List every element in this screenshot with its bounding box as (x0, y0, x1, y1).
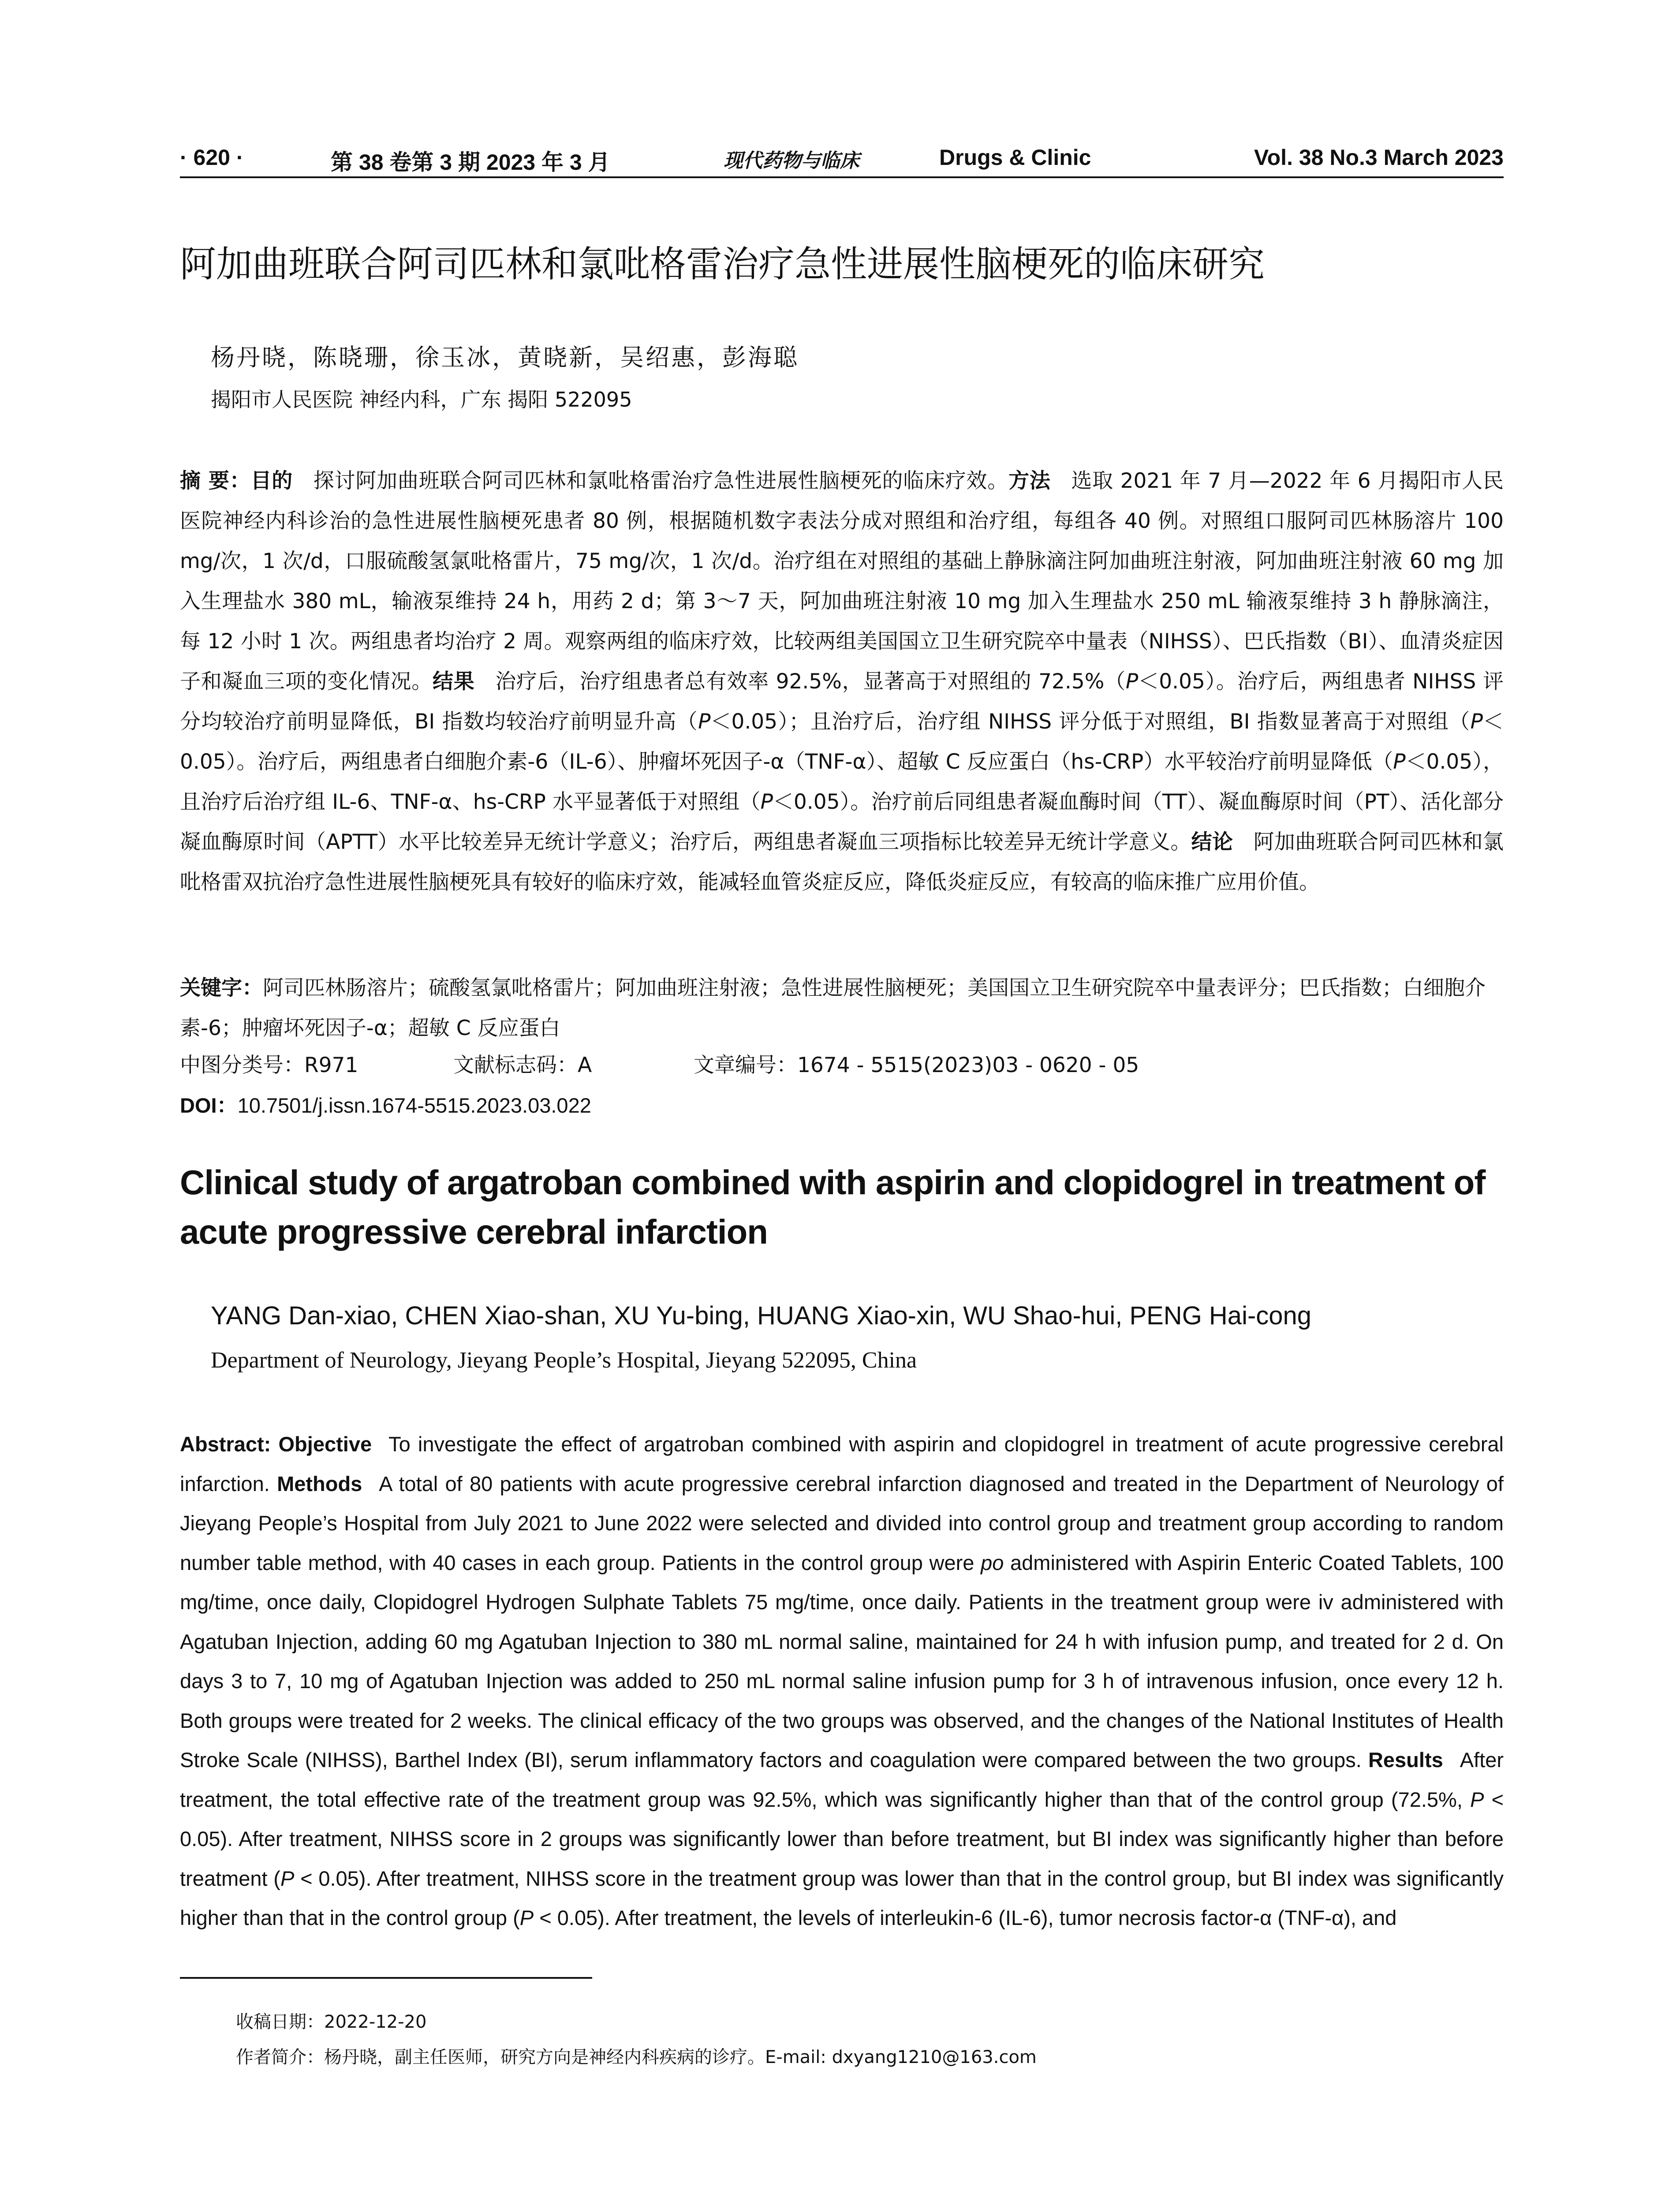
abstract-cn (180, 461, 1504, 902)
issue-info: 第 38 卷第 3 期 2023 年 3 月 (331, 150, 610, 175)
results-label-en: Results (1368, 1748, 1443, 1771)
methods-label-cn: 方法 (1008, 469, 1051, 493)
po-term: po (981, 1551, 1004, 1574)
abstract-en-label: Abstract: Objective (180, 1432, 372, 1456)
keywords-text-cn: 阿司匹林肠溶片；硫酸氢氯吡格雷片；阿加曲班注射液；急性进展性脑梗死；美国国立卫生研究院卒中量表评分；巴氏指数；白细胞介素-6；肿瘤坏死因子-α；超敏 C 反应蛋白 (180, 976, 1486, 1040)
results-text-cn: 治疗后，治疗组患者总有效率 92.5%，显著高于对照组的 72.5%（ (495, 669, 1126, 694)
results-text-cn: ＜0.05），且治疗后治疗组 IL-6、TNF-α、hs-CRP 水平显著低于对照组（ (180, 750, 1504, 814)
results-text-cn: ＜0.05）。治疗后，两组患者白细胞介素-6（IL-6）、肿瘤坏死因子-α（TNF-α）、超敏 C 反应蛋白（hs-CRP）水平较治疗前明显降低（ (180, 710, 1504, 774)
results-text-cn: ＜0.05）；且治疗后，治疗组 NIHSS 评分低于对照组，BI 指数显著高于对照组（ (710, 710, 1471, 734)
p-symbol: P (1125, 669, 1139, 694)
page-number: · 620 · (180, 145, 244, 170)
clc-number: 中图分类号：R971 (180, 1053, 358, 1077)
doi-label: DOI： (180, 1094, 238, 1117)
received-date: 收稿日期：2022-12-20 (236, 2012, 427, 2032)
results-label-cn: 结果 (432, 669, 475, 694)
objective-text-en: To investigate the effect of argatroban combined with aspirin and clopidogrel in treatment of acute progressive cerebral infarction. (180, 1432, 1504, 1495)
results-text-cn: ＜0.05）。治疗后，两组患者 NIHSS 评分均较治疗前明显降低，BI 指数均较治疗前明显升高（ (180, 669, 1504, 734)
conclusion-label-cn: 结论 (1191, 830, 1233, 854)
author-bio: 作者简介：杨丹晓，副主任医师，研究方向是神经内科疾病的诊疗。E-mail: dxyang1210@163.com (236, 2047, 1037, 2067)
methods-text-en: A total of 80 patients with acute progressive cerebral infarction diagnosed and treated in the Department of Neurology of Jieyang People’s Hospital from July 2021 to June 2022 were selected and divided into control group and treatment group according to random number table method, with 40 cases in each group. Patients in the control group were (180, 1472, 1504, 1574)
methods-text-cn: 选取 2021 年 7 月—2022 年 6 月揭阳市人民医院神经内科诊治的急性进展性脑梗死患者 80 例，根据随机数字表法分成对照组和治疗组，每组各 40 例。对照组口服阿司匹林肠溶片 100 mg/次，1 次/d，口服硫酸氢氯吡格雷片，75 mg/次，1 次/d。治疗组在对照组的基础上静脉滴注阿加曲班注射液，阿加曲班注射液 60 mg 加入生理盐水 380 mL，输液泵维持 24 h，用药 2 d；第 3～7 天，阿加曲班注射液 10 mg 加入生理盐水 250 mL 输液泵维持 3 h 静脉滴注，每 12 小时 1 次。两组患者均治疗 2 周。观察两组的临床疗效，比较两组美国国立卫生研究院卒中量表（NIHSS）、巴氏指数（BI）、血清炎症因子和凝血三项的变化情况。 (180, 469, 1504, 694)
results-text-en: After treatment, the total effective rate of the treatment group was 92.5%, which was significantly higher than that of the control group (72.5%, (180, 1748, 1504, 1811)
objective-text-cn: 探讨阿加曲班联合阿司匹林和氯吡格雷治疗急性进展性脑梗死的临床疗效。 (313, 469, 1009, 493)
keywords-label-cn: 关键字： (180, 976, 263, 1000)
abstract-en (180, 1424, 1504, 1938)
footnote-divider (180, 1977, 592, 1979)
footnotes (236, 2004, 1471, 2075)
document-code: 文献标志码：A (453, 1053, 592, 1077)
abstract-cn-label: 摘 要： (180, 469, 251, 493)
title-en: Clinical study of argatroban combined with aspirin and clopidogrel in treatment of acute progressive cerebral infarction (180, 1163, 1486, 1251)
results-text-en: < 0.05). After treatment, NIHSS score in the treatment group was lower than that in the control group, but BI index was significantly higher than that in the control group ( (180, 1866, 1504, 1929)
title-cn: 阿加曲班联合阿司匹林和氯吡格雷治疗急性进展性脑梗死的临床研究 (180, 243, 1265, 285)
p-symbol: P (698, 710, 711, 734)
p-symbol: P (1393, 750, 1406, 774)
p-symbol: P (760, 790, 773, 814)
methods-text-en: administered with Aspirin Enteric Coated Tablets, 100 mg/time, once daily, Clopidogrel Hydrogen Sulphate Tablets 75 mg/time, once daily. Patients in the treatment group were iv administered with Agatuban Injection, adding 60 mg Agatuban Injection to 380 mL normal saline, maintained for 24 h with infusion pump, and treated for 2 d. On days 3 to 7, 10 mg of Agatuban Injection was added to 250 mL normal saline infusion pump for 3 h of intravenous infusion, once every 12 h. Both groups were treated for 2 weeks. The clinical efficacy of the two groups was observed, and the changes of the National Institutes of Health Stroke Scale (NIHSS), Barthel Index (BI), serum inflammatory factors and coagulation were compared between the two groups. (180, 1551, 1504, 1771)
running-header (180, 140, 1504, 180)
authors-cn: 杨丹晓，陈晓珊，徐玉冰，黄晓新，吴绍惠，彭海聪 (211, 344, 799, 371)
p-symbol: P (1470, 1787, 1484, 1811)
doi (180, 1085, 591, 1125)
affiliation-en: Department of Neurology, Jieyang People’s Hospital, Jieyang 522095, China (211, 1348, 917, 1373)
p-symbol: P (1470, 710, 1483, 734)
keywords-cn (180, 968, 1504, 1048)
objective-label-cn: 目的 (250, 469, 293, 493)
article-number: 文章编号：1674 - 5515(2023)03 - 0620 - 05 (694, 1053, 1139, 1077)
conclusion-text-cn: 阿加曲班联合阿司匹林和氯吡格雷双抗治疗急性进展性脑梗死具有较好的临床疗效，能减轻血管炎症反应，降低炎症反应，有较高的临床推广应用价值。 (180, 830, 1504, 894)
doi-link[interactable]: 10.7501/j.issn.1674-5515.2023.03.022 (237, 1094, 591, 1117)
p-symbol: P (519, 1906, 534, 1929)
journal-name-en: Drugs & Clinic (939, 145, 1091, 170)
results-text-cn: ＜0.05）。治疗前后同组患者凝血酶时间（TT）、凝血酶原时间（PT）、活化部分凝血酶原时间（APTT）水平比较差异无统计学意义；治疗后，两组患者凝血三项指标比较差异无统计学意义。 (180, 790, 1504, 854)
journal-name-cn: 现代药物与临床 (724, 149, 859, 172)
p-symbol: P (280, 1866, 295, 1890)
affiliation-cn: 揭阳市人民医院 神经内科，广东 揭阳 522095 (211, 388, 632, 411)
results-text-en: < 0.05). After treatment, NIHSS score in 2 groups was significantly lower than before treatment, but BI index was significantly higher than before treatment ( (180, 1787, 1504, 1890)
results-text-en: < 0.05). After treatment, the levels of interleukin-6 (IL-6), tumor necrosis factor-α (TNF-α), and (539, 1906, 1397, 1929)
header-divider (180, 176, 1504, 178)
volume-info: Vol. 38 No.3 March 2023 (1254, 145, 1504, 170)
methods-label-en: Methods (277, 1472, 362, 1495)
authors-en: YANG Dan-xiao, CHEN Xiao-shan, XU Yu-bing, HUANG Xiao-xin, WU Shao-hui, PENG Hai-cong (211, 1301, 1312, 1330)
